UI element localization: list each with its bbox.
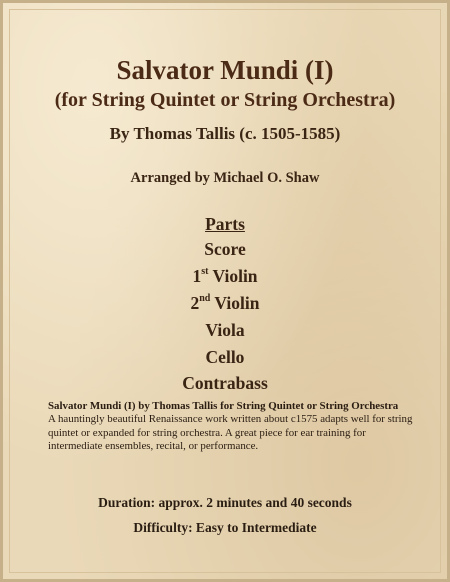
page-title: Salvator Mundi (I) <box>116 55 334 85</box>
composer-line: By Thomas Tallis (c. 1505-1585) <box>109 124 341 143</box>
parts-heading: Parts <box>205 214 245 234</box>
description-body: A hauntingly beautiful Renaissance work written about c1575 adapts well for string quintet or expanded for string orchestra. A great piece for ear training for intermediate ensembles, recital, or performance. <box>48 413 413 453</box>
difficulty-line: Difficulty: Easy to Intermediate <box>133 520 317 535</box>
arranger-line: Arranged by Michael O. Shaw <box>130 170 320 186</box>
part-viola: Viola <box>205 320 245 340</box>
page-subtitle: (for String Quintet or String Orchestra) <box>54 89 396 111</box>
violin-2-number: 2 <box>190 293 200 313</box>
violin-2-label: Violin <box>210 293 260 313</box>
part-violin-2 <box>3 293 447 314</box>
part-score: Score <box>204 239 246 259</box>
violin-1-label: Violin <box>208 266 258 286</box>
part-cello: Cello <box>205 347 245 367</box>
part-contrabass: Contrabass <box>182 373 268 393</box>
part-violin-1 <box>3 266 447 287</box>
violin-1-number: 1 <box>192 266 202 286</box>
description-block <box>48 400 418 454</box>
description-title: Salvator Mundi (I) by Thomas Tallis for String Quintet or String Orchestra <box>48 400 399 412</box>
duration-line: Duration: approx. 2 minutes and 40 seconds <box>98 495 352 510</box>
violin-1-ordinal: st <box>201 266 209 277</box>
violin-2-ordinal: nd <box>199 293 211 304</box>
